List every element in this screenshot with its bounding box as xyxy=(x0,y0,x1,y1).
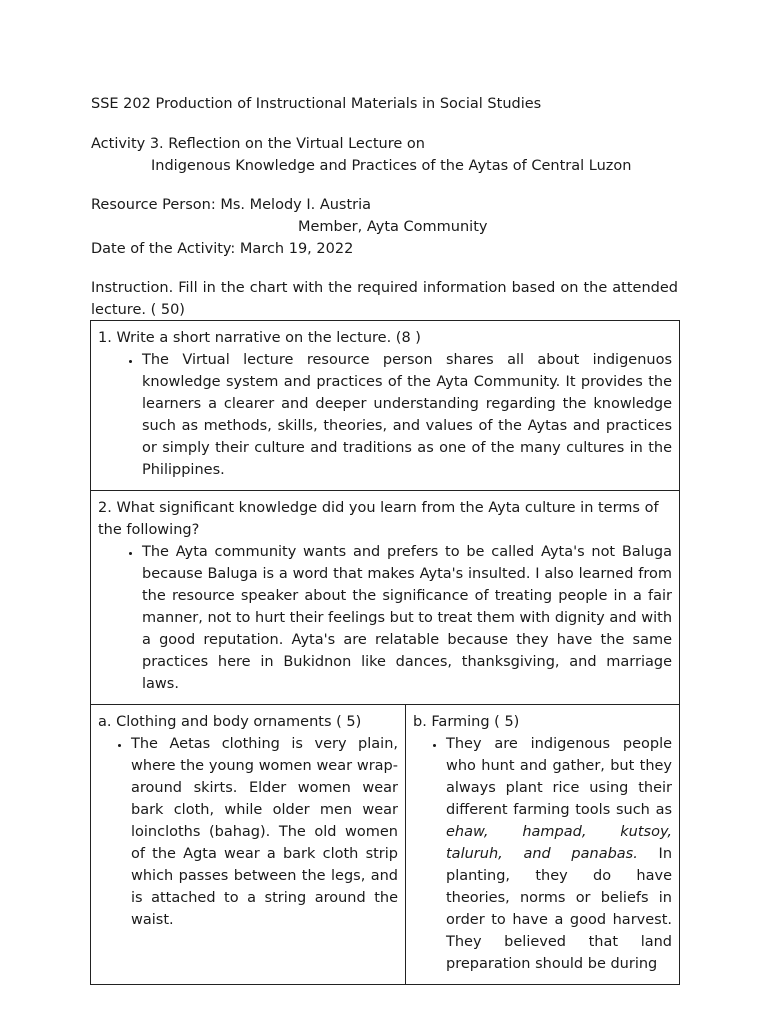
q1-answer-list xyxy=(98,349,672,481)
farming-answer-list xyxy=(413,733,672,975)
course-title: SSE 202 Production of Instructional Materials in Social Studies xyxy=(91,96,542,112)
clothing-heading: a. Clothing and body ornaments ( 5) xyxy=(98,714,362,730)
farming-cell xyxy=(406,705,680,985)
chart-row-q1 xyxy=(91,321,680,491)
farming-answer xyxy=(446,733,672,975)
activity-title: Activity 3. Reflection on the Virtual Lecture on xyxy=(91,136,425,152)
instruction-text: Instruction. Fill in the chart with the required information based on the attended lecture. ( 50) xyxy=(91,280,678,318)
q2-answer-list xyxy=(98,541,672,695)
q1-question: 1. Write a short narrative on the lecture. (8 ) xyxy=(98,330,421,346)
q2-question: 2. What significant knowledge did you learn from the Ayta culture in terms of the following? xyxy=(98,500,659,538)
clothing-answer: • The Aetas clothing is very plain, where the young women wear wrap-around skirts. Elder women wear bark cloth, while older men wear loincloths (bahag). The old women of the Agta wear a bark cloth strip which passes between the legs, and is attached to a string around the waist. xyxy=(131,733,398,931)
q2-answer: • The Ayta community wants and prefers to be called Ayta's not Baluga because Baluga is a word that makes Ayta's insulted. I also learned from the resource speaker about the significance of treating people in a fair manner, not to hurt their feelings but to treat them with dignity and with a good reputation. Ayta's are relatable because they have the same practices here in Bukidnon like dances, thanksgiving, and marriage laws. xyxy=(142,541,672,695)
activity-subtitle: Indigenous Knowledge and Practices of the Aytas of Central Luzon xyxy=(151,158,632,174)
farming-answer-part1: They are indigenous people who hunt and gather, but they always plant rice using their different farming tools such as xyxy=(446,736,673,818)
clothing-cell xyxy=(91,705,406,985)
q1-answer: • The Virtual lecture resource person shares all about indigenuos knowledge system and practices of the Ayta Community. It provides the learners a clearer and deeper understanding regarding the knowledge such as methods, skills, theories, and values of the Aytas and practices or simply their culture and traditions as one of the many cultures in the Philippines. xyxy=(142,349,672,481)
chart-row-q2 xyxy=(91,491,680,705)
activity-date: Date of the Activity: March 19, 2022 xyxy=(91,241,354,257)
q1-cell xyxy=(91,321,680,491)
farming-heading: b. Farming ( 5) xyxy=(413,714,520,730)
reflection-chart xyxy=(90,320,680,985)
q2-cell xyxy=(91,491,680,705)
resource-role: Member, Ayta Community xyxy=(298,219,488,235)
farming-answer-part2: In planting, they do have theories, norms or beliefs in order to have a good harvest. They believed that land preparation should be during xyxy=(446,846,673,972)
clothing-answer-list xyxy=(98,733,398,931)
resource-person: Resource Person: Ms. Melody I. Austria xyxy=(91,197,372,213)
farming-tools: ehaw, hampad, kutsoy, taluruh, and panabas. xyxy=(446,824,673,862)
chart-row-ab xyxy=(91,705,680,985)
